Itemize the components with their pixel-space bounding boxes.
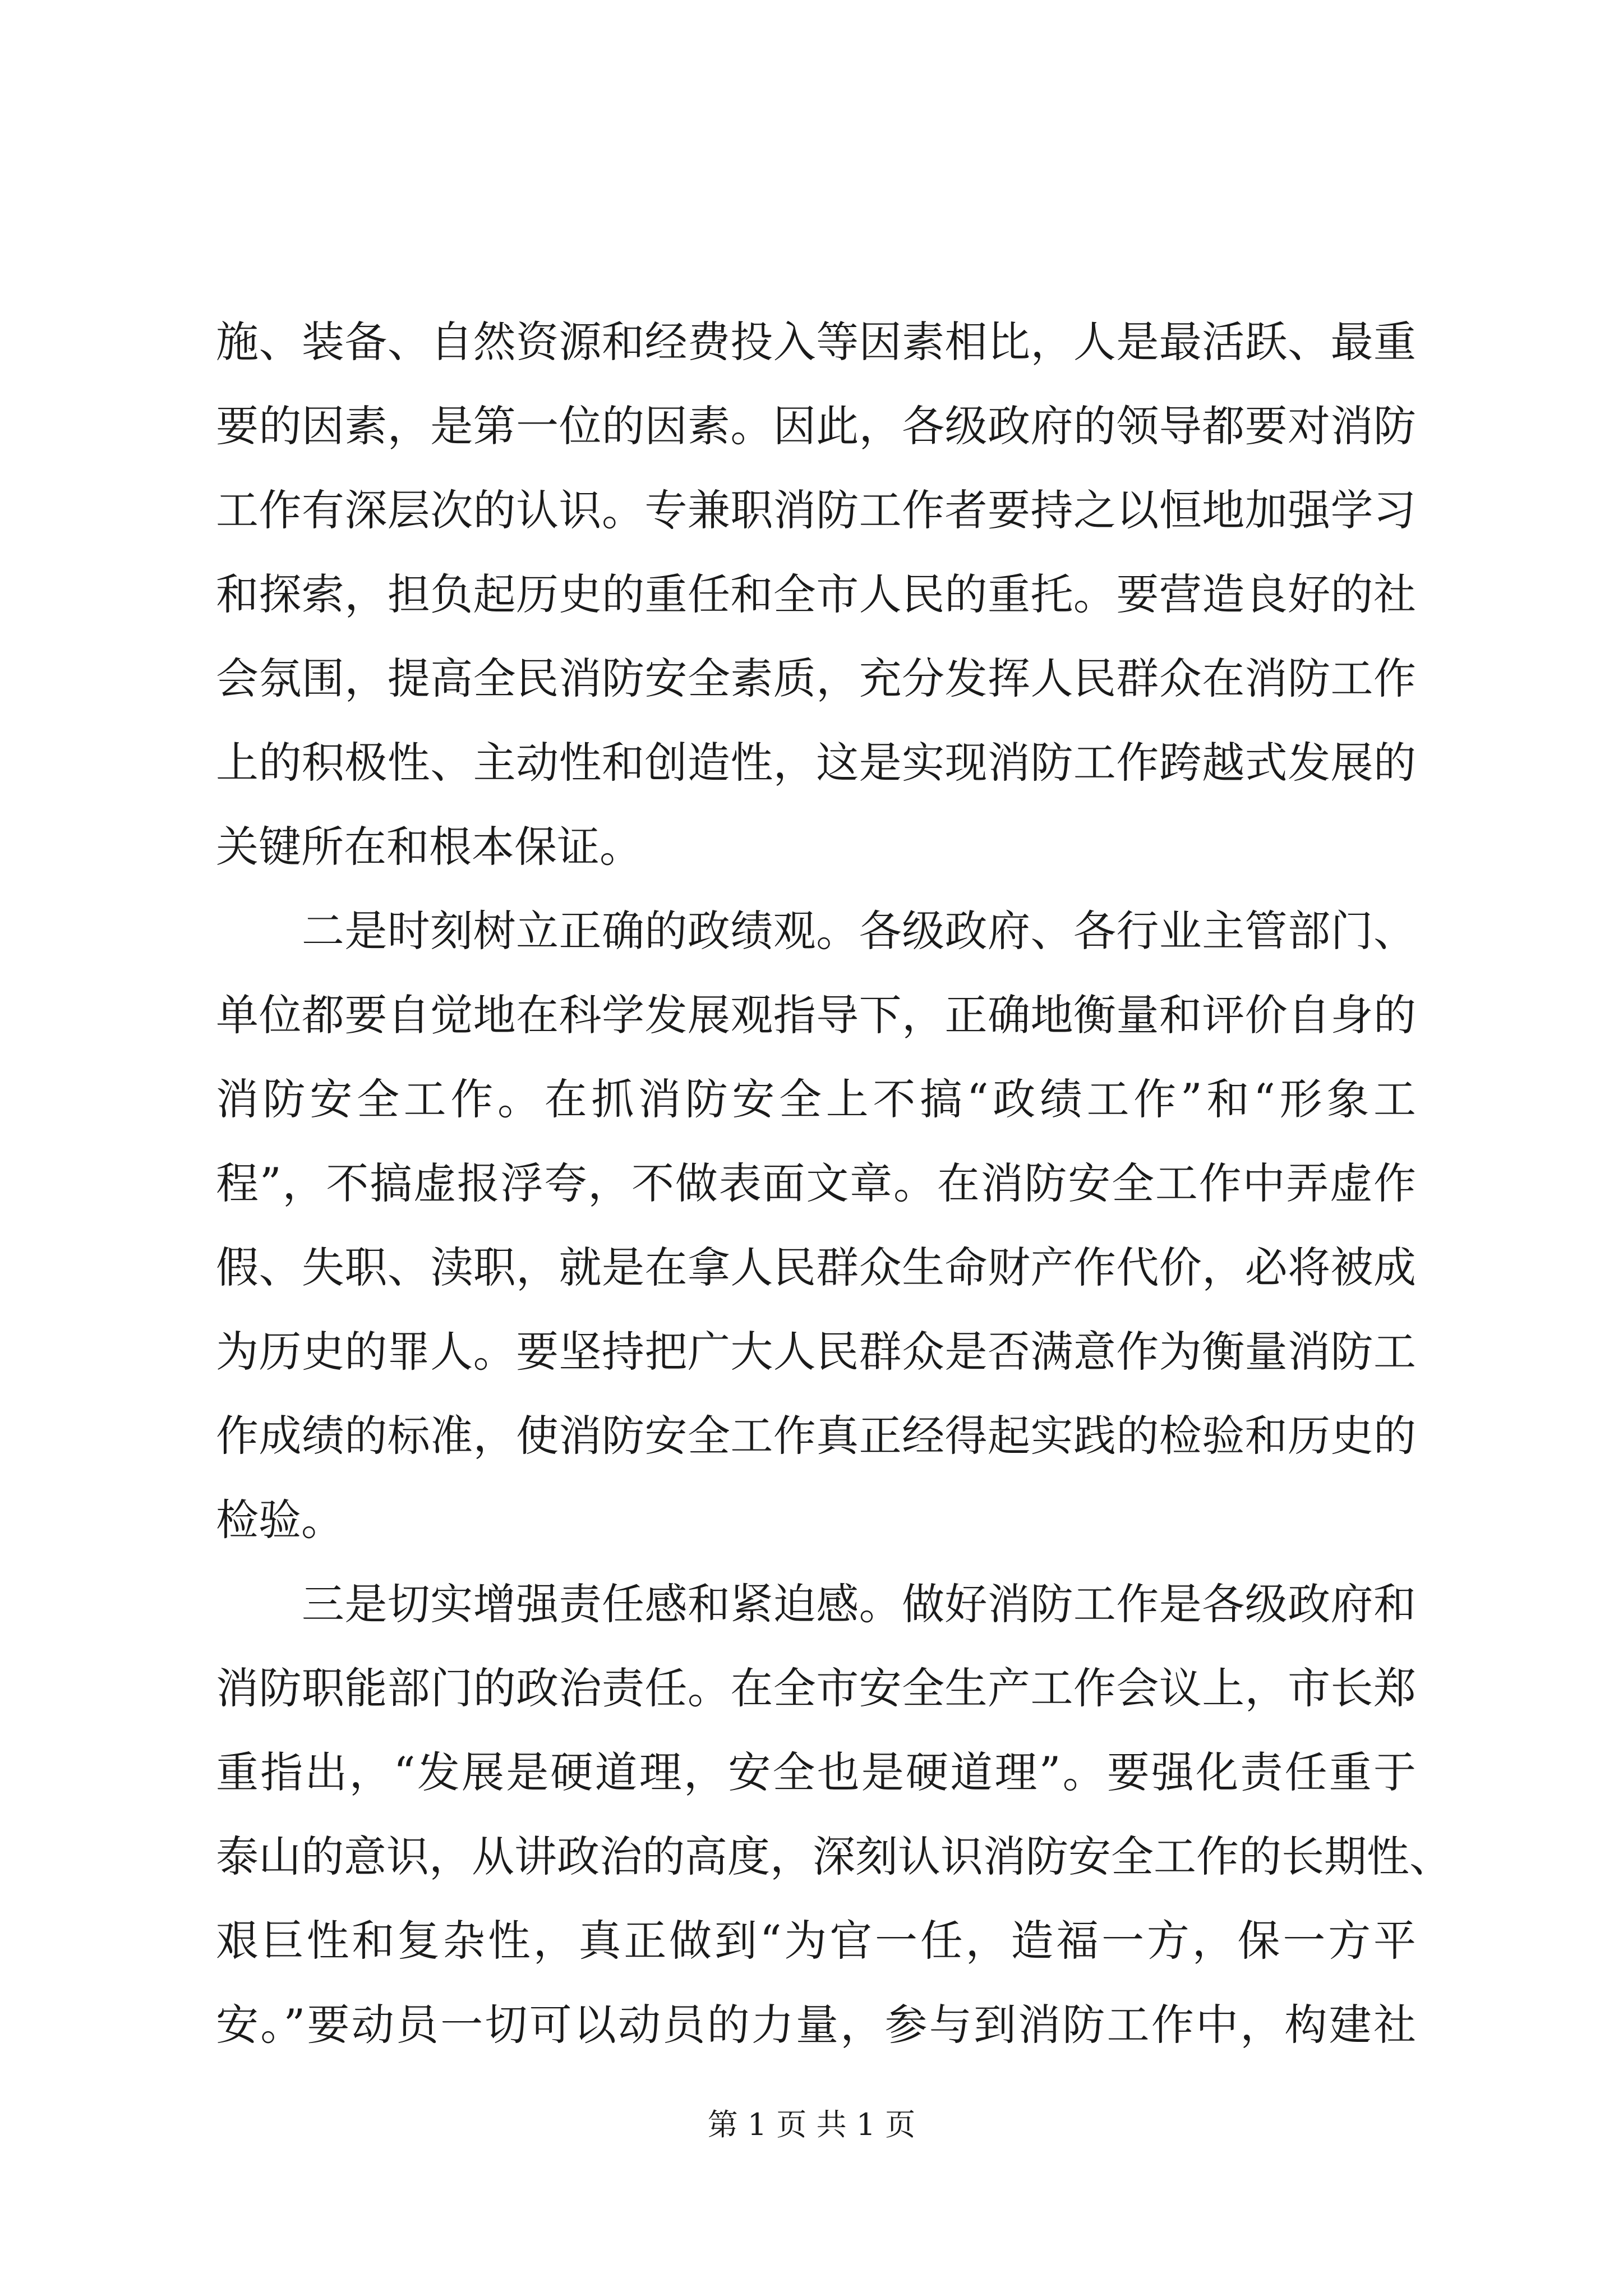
page-number-footer: 第 1 页 共 1 页 bbox=[707, 2107, 916, 2142]
paragraph-2 bbox=[216, 889, 1416, 1562]
body-text bbox=[216, 300, 1452, 2067]
text-line: 假、失职、渎职，就是在拿人民群众生命财产作代价，必将被成 bbox=[216, 1243, 1416, 1292]
text-line: 施、装备、自然资源和经费投入等因素相比，人是最活跃、最重 bbox=[216, 317, 1416, 367]
text-line: 消防安全工作。在抓消防安全上不搞“政绩工作”和“形象工 bbox=[216, 1074, 1416, 1124]
text-line: 重指出，“发展是硬道理，安全也是硬道理”。要强化责任重于 bbox=[216, 1747, 1416, 1797]
text-line: 泰山的意识，从讲政治的高度，深刻认识消防安全工作的长期性、 bbox=[216, 1832, 1452, 1881]
text-line: 二是时刻树立正确的政绩观。各级政府、各行业主管部门、 bbox=[216, 906, 1416, 956]
text-line: 程”，不搞虚报浮夸，不做表面文章。在消防安全工作中弄虚作 bbox=[216, 1158, 1416, 1208]
text-line: 作成绩的标准，使消防安全工作真正经得起实践的检验和历史的 bbox=[216, 1411, 1416, 1461]
text-line: 和探索，担负起历史的重任和全市人民的重托。要营造良好的社 bbox=[216, 569, 1416, 619]
text-line: 关键所在和根本保证。 bbox=[216, 822, 642, 872]
text-line: 检验。 bbox=[216, 1495, 344, 1545]
text-line: 要的因素，是第一位的因素。因此，各级政府的领导都要对消防 bbox=[216, 401, 1416, 451]
paragraph-1 bbox=[216, 300, 1416, 889]
text-line: 会氛围，提高全民消防安全素质，充分发挥人民群众在消防工作 bbox=[216, 654, 1416, 703]
text-line: 为历史的罪人。要坚持把广大人民群众是否满意作为衡量消防工 bbox=[216, 1327, 1416, 1377]
text-line: 工作有深层次的认识。专兼职消防工作者要持之以恒地加强学习 bbox=[216, 485, 1416, 535]
paragraph-3 bbox=[216, 1562, 1452, 2067]
text-line: 艰巨性和复杂性，真正做到“为官一任，造福一方，保一方平 bbox=[216, 1916, 1416, 1966]
text-line: 单位都要自觉地在科学发展观指导下，正确地衡量和评价自身的 bbox=[216, 990, 1416, 1040]
text-line: 上的积极性、主动性和创造性，这是实现消防工作跨越式发展的 bbox=[216, 738, 1416, 788]
text-line: 消防职能部门的政治责任。在全市安全生产工作会议上，市长郑 bbox=[216, 1663, 1416, 1713]
text-line: 安。”要动员一切可以动员的力量，参与到消防工作中，构建社 bbox=[216, 2000, 1416, 2050]
text-line: 三是切实增强责任感和紧迫感。做好消防工作是各级政府和 bbox=[216, 1579, 1416, 1629]
